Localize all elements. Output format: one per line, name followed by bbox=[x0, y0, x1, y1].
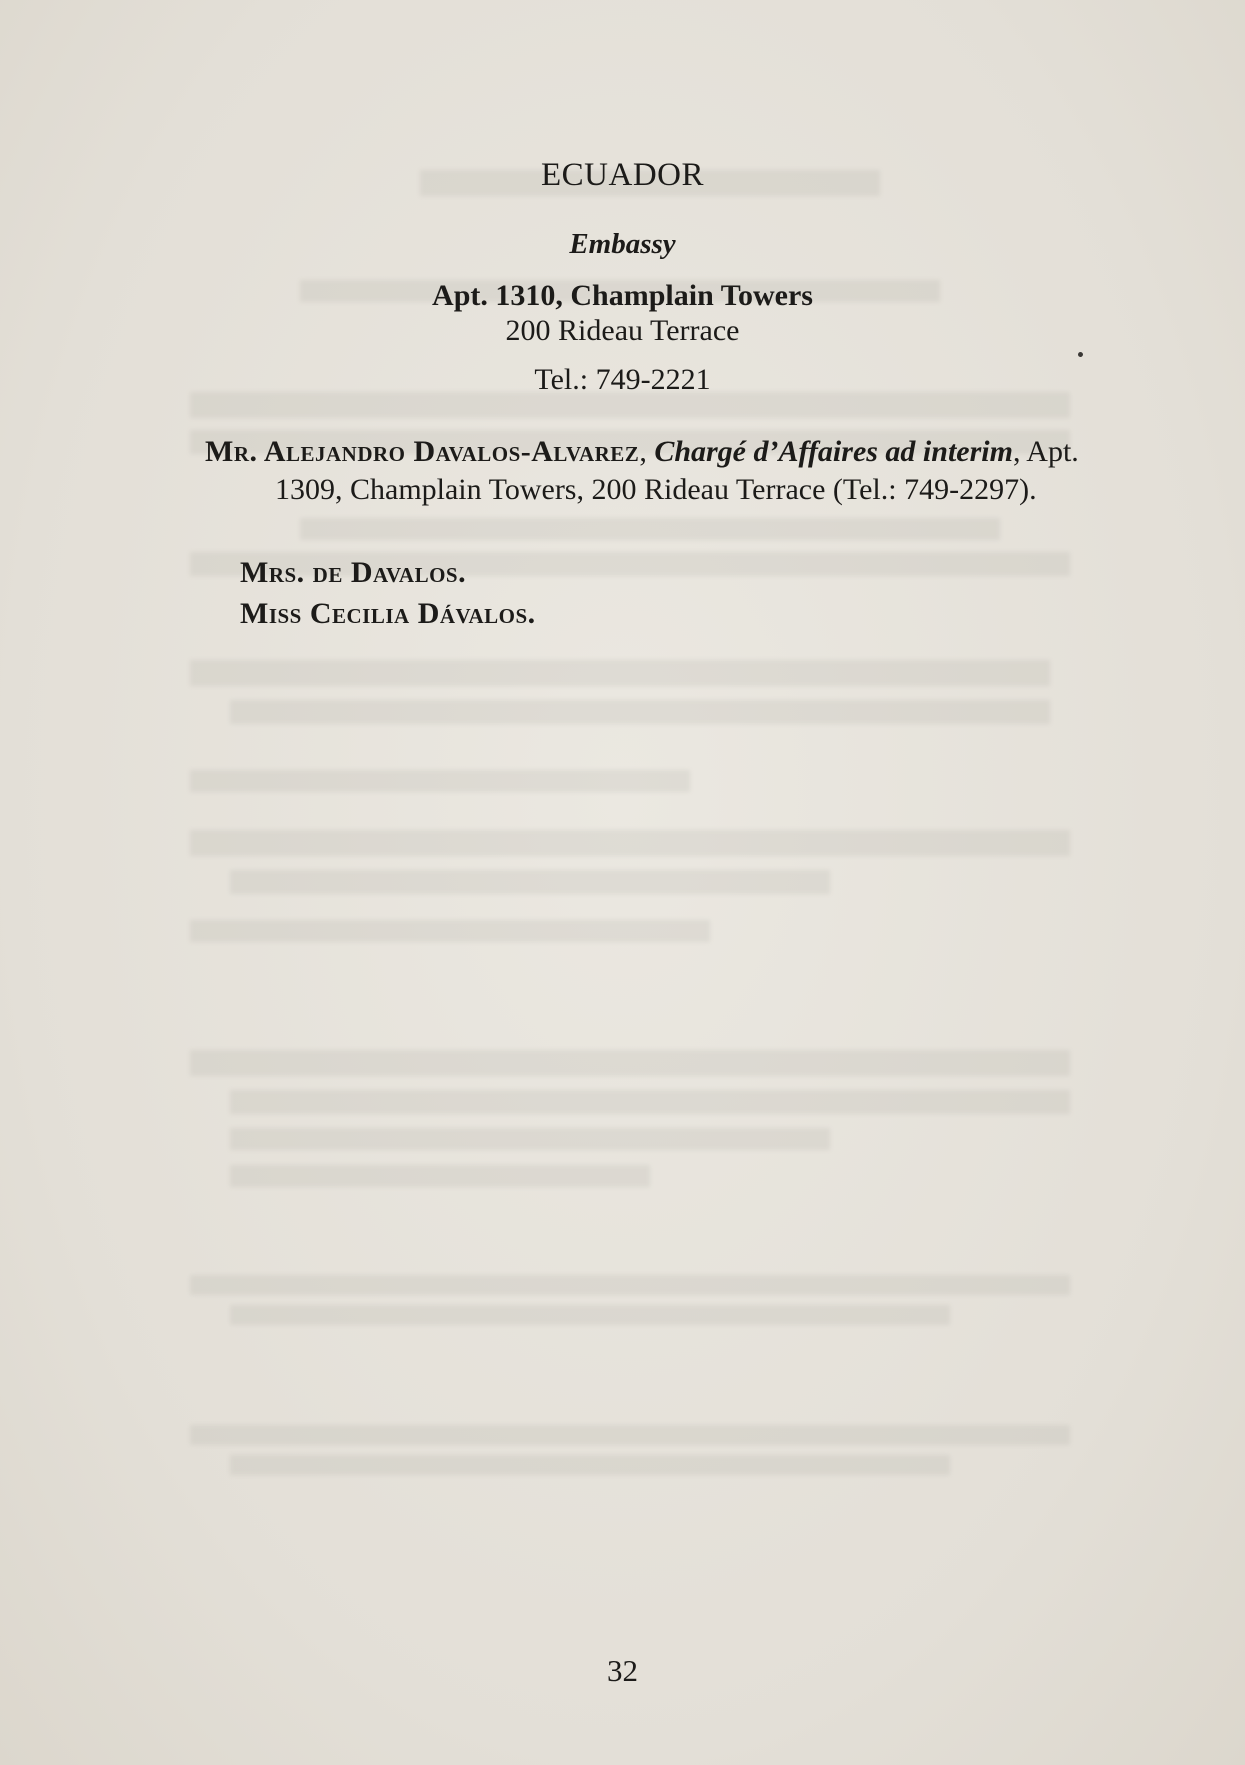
diplomat-details: , Apt. 1309, Champlain Towers, 200 Rideau Terrace (Tel.: 749-2297). bbox=[275, 435, 1079, 506]
embassy-telephone: Tel.: 749-2221 bbox=[534, 363, 711, 396]
country-heading: ECUADOR bbox=[540, 157, 704, 193]
diplomat-entry bbox=[205, 433, 1115, 509]
diplomat-name: Mr. Alejandro Davalos-Alvarez bbox=[205, 435, 640, 468]
household-member: Miss Cecilia Dávalos. bbox=[240, 597, 536, 630]
address-line-2: 200 Rideau Terrace bbox=[505, 314, 740, 347]
address-line-1: Apt. 1310, Champlain Towers bbox=[432, 279, 813, 312]
household-member: Mrs. de Davalos. bbox=[240, 556, 467, 589]
embassy-subheading: Embassy bbox=[569, 228, 676, 260]
diplomat-name-separator: , bbox=[639, 435, 655, 468]
diplomat-title: Chargé d’Affaires ad interim bbox=[654, 435, 1013, 468]
page-number: 32 bbox=[607, 1653, 638, 1688]
embassy-address bbox=[0, 278, 1245, 348]
ink-speck bbox=[1077, 351, 1084, 358]
